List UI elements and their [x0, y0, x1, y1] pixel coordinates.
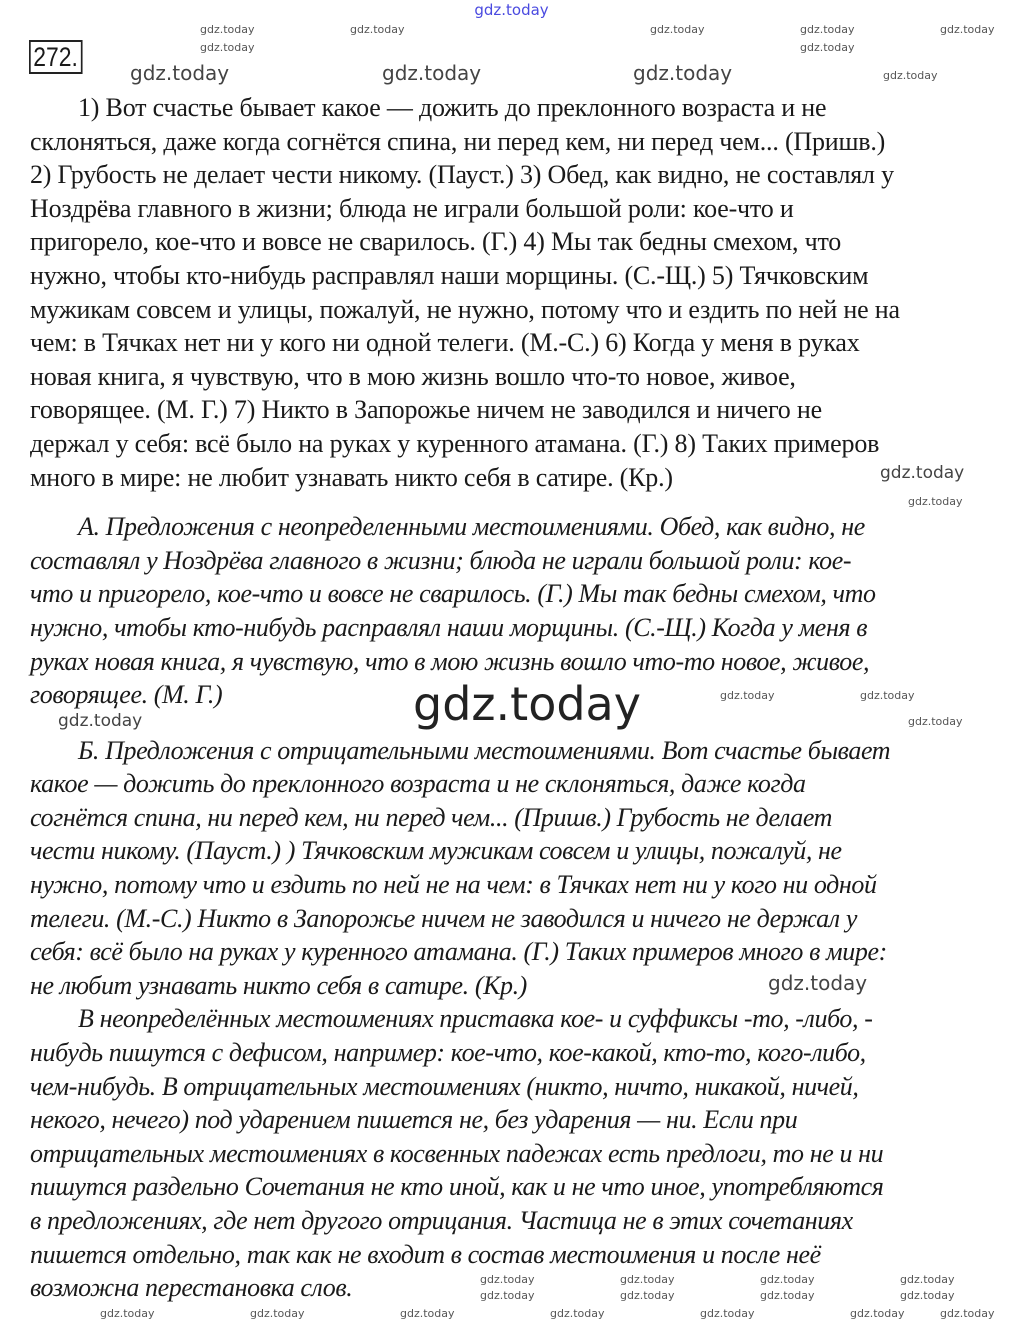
- watermark: gdz.today: [633, 61, 733, 85]
- text-line: мужикам совсем и улицы, пожалуй, не нужно, потому что и ездить по ней не на: [30, 294, 900, 324]
- watermark: gdz.today: [860, 689, 915, 702]
- text-line: говорящее. (М. Г.): [30, 680, 223, 710]
- text-line: нужно, потому что и ездить по ней не на чем: в Тячках нет ни у кого ни одной: [30, 870, 877, 900]
- watermark: gdz.today: [800, 23, 855, 36]
- text-line: В неопределённых местоимениях приставка кое- и суффиксы -то, -либо, -: [78, 1004, 873, 1034]
- watermark: gdz.today: [130, 61, 230, 85]
- text-line: возможна перестановка слов.: [30, 1273, 353, 1303]
- watermark: gdz.today: [940, 23, 995, 36]
- watermark: gdz.today: [550, 1307, 605, 1320]
- exercise-number: 272.: [29, 40, 82, 74]
- watermark: gdz.today: [58, 711, 143, 731]
- watermark: gdz.today: [900, 1273, 955, 1286]
- text-line: пишутся раздельно Сочетания не кто иной, как и не что иное, употребляются: [30, 1172, 884, 1202]
- text-line: чем-нибудь. В отрицательных местоимениях (никто, ничто, никакой, ничей,: [30, 1071, 859, 1101]
- watermark: gdz.today: [900, 1289, 955, 1302]
- text-line: что и пригорело, кое-что и вовсе не сварилось. (Г.) Мы так бедны смехом, что: [30, 579, 876, 609]
- text-line: нужно, чтобы кто-нибудь расправлял наши морщины. (С.-Щ.) 5) Тячковским: [30, 260, 869, 290]
- text-line: телеги. (М.-С.) Никто в Запорожье ничем не заводился и ничего не держал у: [30, 903, 857, 933]
- text-line: держал у себя: всё было на руках у куренного атамана. (Г.) 8) Таких примеров: [30, 428, 880, 458]
- text-line: склоняться, даже когда согнётся спина, ни перед кем, ни перед чем... (Пришв.): [30, 126, 886, 156]
- text-line: говорящее. (М. Г.) 7) Никто в Запорожье ничем не заводился и ничего не: [30, 395, 822, 425]
- text-line: нужно, чтобы кто-нибудь расправлял наши морщины. (С.-Щ.) Когда у меня в: [30, 612, 868, 642]
- watermark: gdz.today: [940, 1307, 995, 1320]
- watermark: gdz.today: [250, 1307, 305, 1320]
- watermark: gdz.today: [800, 41, 855, 54]
- text-line: чем: в Тячках нет ни у кого ни одной телеги. (М.-С.) 6) Когда у меня в руках: [30, 328, 860, 358]
- text-line: 1) Вот счастье бывает какое — дожить до преклонного возраста и не: [78, 93, 827, 122]
- watermark: gdz.today: [400, 1307, 455, 1320]
- text-line: нибудь пишутся с дефисом, например: кое-что, кое-какой, кто-то, кого-либо,: [30, 1038, 866, 1068]
- text-line: 2) Грубость не делает чести никому. (Пауст.) 3) Обед, как видно, не составлял у: [30, 160, 894, 190]
- watermark: gdz.today: [908, 715, 963, 728]
- watermark-large: gdz.today: [413, 677, 641, 731]
- text-line: Б. Предложения с отрицательными местоимениями. Вот счастье бывает: [78, 735, 891, 765]
- text-line: пригорело, кое-что и вовсе не сварилось. (Г.) 4) Мы так бедны смехом, что: [30, 227, 842, 257]
- watermark: gdz.today: [620, 1289, 675, 1302]
- answer-section-b: [30, 734, 1010, 1003]
- watermark: gdz.today: [100, 1307, 155, 1320]
- text-line: пишется отдельно, так как не входит в состав местоимения и после неё: [30, 1239, 821, 1269]
- text-line: руках новая книга, я чувствую, что в мою жизнь вошло что-то новое, живое,: [30, 646, 870, 676]
- text-line: некого, нечего) под ударением пишется не, без ударения — ни. Если при: [30, 1105, 798, 1135]
- watermark: gdz.today: [480, 1273, 535, 1286]
- watermark: gdz.today: [620, 1273, 675, 1286]
- text-line: А. Предложения с неопределенными местоимениями. Обед, как видно, не: [78, 512, 865, 542]
- watermark: gdz.today: [880, 463, 965, 483]
- watermark: gdz.today: [760, 1273, 815, 1286]
- text-line: себя: всё было на руках у куренного атамана. (Г.) Таких примеров много в мире:: [30, 937, 887, 967]
- watermark: gdz.today: [200, 23, 255, 36]
- text-line: много в мире: не любит узнавать никто себя в сатире. (Кр.): [30, 462, 673, 492]
- watermark: gdz.today: [883, 69, 938, 82]
- exercise-text: [30, 91, 1010, 494]
- text-line: новая книга, я чувствую, что в мою жизнь вошло что-то новое, живое,: [30, 361, 796, 391]
- watermark: gdz.today: [700, 1307, 755, 1320]
- text-line: чести никому. (Пауст.) ) Тячковским мужикам совсем и улицы, пожалуй, не: [30, 836, 842, 866]
- watermark: gdz.today: [760, 1289, 815, 1302]
- text-line: в предложениях, где нет другого отрицания. Частица не в этих сочетаниях: [30, 1206, 853, 1235]
- watermark: gdz.today: [850, 1307, 905, 1320]
- rule-explanation: [30, 1002, 1010, 1304]
- watermark: gdz.today: [200, 41, 255, 54]
- watermark: gdz.today: [382, 61, 482, 85]
- text-line: Ноздрёва главного в жизни; блюда не играли большой роли: кое-что и: [30, 193, 794, 223]
- watermark: gdz.today: [350, 23, 405, 36]
- text-line: отрицательных местоимениях в косвенных падежах есть предлоги, то не и ни: [30, 1138, 884, 1168]
- text-line: согнётся спина, ни перед кем, ни перед чем... (Пришв.) Грубость не делает: [30, 802, 833, 832]
- watermark: gdz.today: [908, 495, 963, 508]
- text-line: какое — дожить до преклонного возраста и не склоняться, даже когда: [30, 769, 806, 799]
- watermark: gdz.today: [720, 689, 775, 702]
- watermark-top: gdz.today: [474, 1, 549, 19]
- watermark: gdz.today: [650, 23, 705, 36]
- watermark: gdz.today: [480, 1289, 535, 1302]
- text-line: не любит узнавать никто себя в сатире. (Кр.): [30, 970, 527, 1000]
- watermark: gdz.today: [768, 971, 868, 995]
- text-line: составлял у Ноздрёва главного в жизни; блюда не играли большой роли: кое-: [30, 545, 852, 575]
